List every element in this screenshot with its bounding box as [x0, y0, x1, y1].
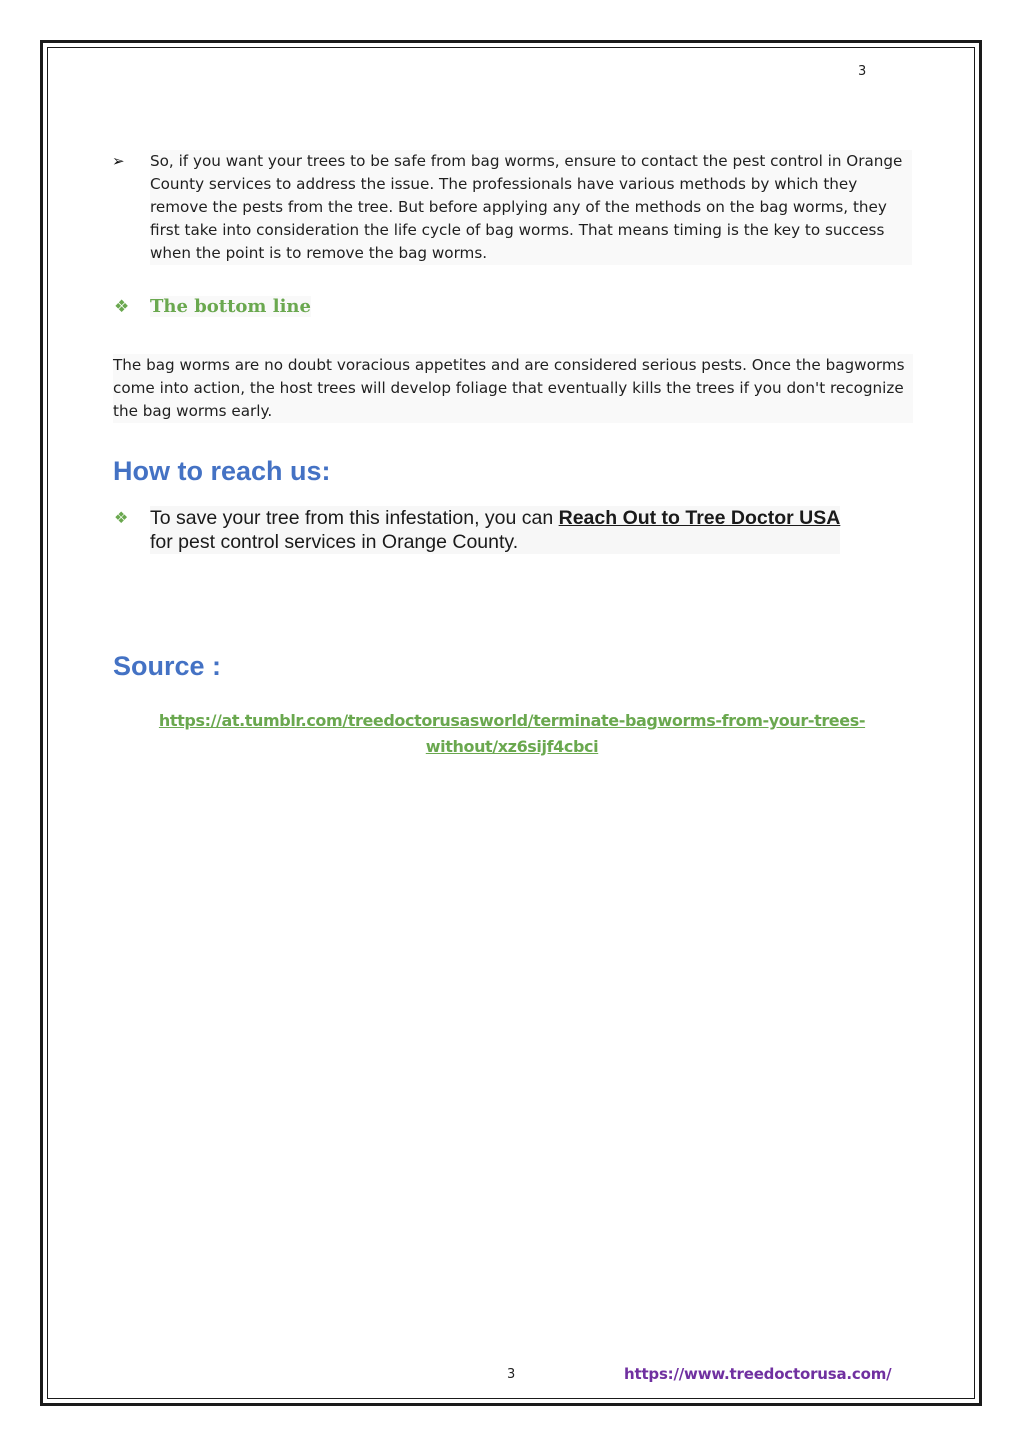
- source-link[interactable]: [150, 708, 874, 760]
- footer-website-link[interactable]: https://www.treedoctorusa.com/: [624, 1365, 892, 1383]
- bullet-row: [112, 150, 912, 265]
- reach-text-after: for pest control services in Orange County.: [150, 531, 519, 553]
- bottom-line-heading: [114, 296, 311, 317]
- reach-text-before: To save your tree from this infestation, you can: [150, 507, 559, 529]
- source-link-line1: https://at.tumblr.com/treedoctorusasworld/terminate-bagworms-from-your-trees-: [158, 711, 866, 730]
- arrowhead-bullet-icon: ➢: [112, 153, 125, 170]
- bottom-line-paragraph: The bag worms are no doubt voracious appetites and are considered serious pests. Once the bagworms come into action, the host trees will develop foliage that eventually kills the trees if you don't recognize the bag worms early.: [113, 354, 913, 423]
- bullet-paragraph-block: [112, 150, 912, 265]
- reach-text: [150, 506, 840, 554]
- source-link-line2: without/xz6sijf4cbci: [425, 737, 599, 756]
- header-page-number: 3: [858, 64, 867, 79]
- bottom-line-heading-text: The bottom line: [150, 296, 311, 317]
- reach-out-link[interactable]: Reach Out to Tree Doctor USA: [558, 507, 841, 529]
- diamond-bullet-icon: ❖: [114, 296, 130, 316]
- how-to-reach-heading: How to reach us:: [113, 456, 331, 486]
- footer-page-number: 3: [507, 1367, 516, 1382]
- diamond-bullet-icon: ❖: [114, 510, 129, 527]
- reach-bullet: [114, 506, 904, 554]
- source-heading: Source :: [113, 651, 222, 681]
- bullet-paragraph-text: So, if you want your trees to be safe from bag worms, ensure to contact the pest control in Orange County services to address the issue. The professionals have various methods by which they remove the pests from the tree. But before applying any of the methods on the bag worms, they first take into consideration the life cycle of bag worms. That means timing is the key to success when the point is to remove the bag worms.: [150, 150, 912, 265]
